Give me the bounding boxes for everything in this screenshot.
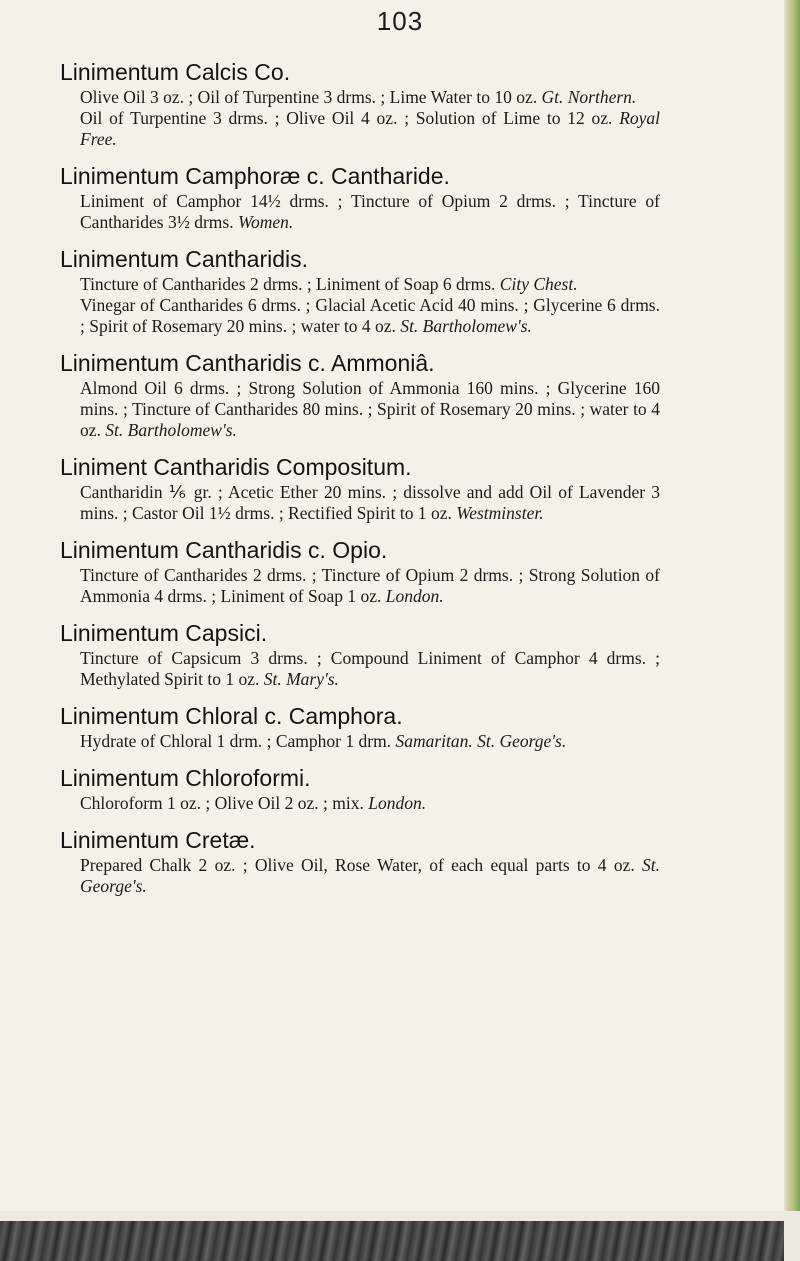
formula-paragraph xyxy=(80,793,660,814)
entry-title: Linimentum Cantharidis. xyxy=(60,246,309,272)
entry-title: Linimentum Capsici. xyxy=(60,620,268,646)
page-number: 103 xyxy=(376,6,424,36)
formula-paragraph xyxy=(80,108,660,150)
formula-text: Tincture of Capsicum 3 drms. ; Compound Liniment of Camphor 4 drms. ; Methylated Spirit to 1 oz. xyxy=(80,648,660,689)
formula-source: Women. xyxy=(237,212,294,232)
formula-source: St. Mary's. xyxy=(263,669,339,689)
formula-paragraph xyxy=(80,648,660,690)
formula-paragraph xyxy=(80,731,660,752)
entry-cantharidis-compositum xyxy=(60,453,660,524)
entry-title: Linimentum Chloroformi. xyxy=(60,765,311,791)
formula-paragraph xyxy=(80,565,660,607)
formula-source: Westminster. xyxy=(456,503,544,523)
entry-body xyxy=(60,855,660,897)
entry-body xyxy=(60,731,660,752)
entry-title: Linimentum Cretæ. xyxy=(60,827,256,853)
formula-paragraph xyxy=(80,191,660,233)
document-body xyxy=(60,58,660,909)
formula-text: Prepared Chalk 2 oz. ; Olive Oil, Rose Water, of each equal parts to 4 oz. xyxy=(80,855,635,875)
formula-text: Tincture of Cantharides 2 drms. ; Tincture of Opium 2 drms. ; Strong Solution of Ammonia 4 drms. ; Liniment of Soap 1 oz. xyxy=(80,565,660,606)
entry-cantharidis-opio xyxy=(60,536,660,607)
formula-source: Samaritan. St. George's. xyxy=(395,731,567,751)
scan-edge xyxy=(0,1211,800,1261)
entry-capsici xyxy=(60,619,660,690)
formula-source: St. Bartholomew's. xyxy=(105,420,237,440)
entry-body xyxy=(60,482,660,524)
entry-cantharidis xyxy=(60,245,660,337)
entry-title: Liniment Cantharidis Compositum. xyxy=(60,454,412,480)
entry-body xyxy=(60,274,660,337)
entry-title: Linimentum Cantharidis c. Opio. xyxy=(60,537,388,563)
formula-paragraph xyxy=(80,274,660,295)
scan-shadow xyxy=(0,1221,784,1261)
formula-source: St. Bartholomew's. xyxy=(400,316,532,336)
formula-text: Vinegar of Cantharides 6 drms. ; Glacial Acetic Acid 40 mins. ; Glycerine 6 drms. ; Spirit of Rosemary 20 mins. ; water to 4 oz. xyxy=(80,295,660,336)
formula-source: City Chest. xyxy=(499,274,578,294)
formula-text: Hydrate of Chloral 1 drm. ; Camphor 1 drm. xyxy=(80,731,392,751)
formula-text: Liniment of Camphor 14½ drms. ; Tincture of Opium 2 drms. ; Tincture of Cantharides 3½ drms. xyxy=(80,191,660,232)
formula-paragraph xyxy=(80,87,660,108)
entry-title: Linimentum Chloral c. Camphora. xyxy=(60,703,403,729)
formula-text: Cantharidin ⅙ gr. ; Acetic Ether 20 mins. ; dissolve and add Oil of Lavender 3 mins. ; Castor Oil 1½ drms. ; Rectified Spirit to 1 oz. xyxy=(80,482,660,523)
entry-body xyxy=(60,87,660,150)
entry-title: Linimentum Camphoræ c. Cantharide. xyxy=(60,163,450,189)
entry-chloral xyxy=(60,702,660,752)
entry-title: Linimentum Cantharidis c. Ammoniâ. xyxy=(60,350,435,376)
formula-text: Tincture of Cantharides 2 drms. ; Liniment of Soap 6 drms. xyxy=(80,274,496,294)
formula-source: London. xyxy=(385,586,444,606)
formula-paragraph xyxy=(80,378,660,441)
entry-title: Linimentum Calcis Co. xyxy=(60,59,291,85)
page-edge xyxy=(784,0,800,1261)
entry-cantharidis-ammonia xyxy=(60,349,660,441)
formula-source: Royal Free. xyxy=(80,108,661,149)
entry-chloroformi xyxy=(60,764,660,814)
entry-cretae xyxy=(60,826,660,897)
formula-text: Chloroform 1 oz. ; Olive Oil 2 oz. ; mix. xyxy=(80,793,364,813)
formula-text: Almond Oil 6 drms. ; Strong Solution of Ammonia 160 mins. ; Glycerine 160 mins. ; Tincture of Cantharides 80 mins. ; Spirit of Rosemary 20 mins. ; water to 4 oz. xyxy=(80,378,660,440)
entry-body xyxy=(60,565,660,607)
formula-paragraph xyxy=(80,855,660,897)
formula-source: Gt. Northern. xyxy=(541,87,637,107)
entry-body xyxy=(60,191,660,233)
formula-text: Oil of Turpentine 3 drms. ; Olive Oil 4 oz. ; Solution of Lime to 12 oz. xyxy=(80,108,613,128)
entry-camphorae xyxy=(60,162,660,233)
entry-body xyxy=(60,378,660,441)
formula-source: London. xyxy=(368,793,427,813)
formula-paragraph xyxy=(80,482,660,524)
formula-text: Olive Oil 3 oz. ; Oil of Turpentine 3 drms. ; Lime Water to 10 oz. xyxy=(80,87,538,107)
formula-source: St. George's. xyxy=(80,855,661,896)
entry-body xyxy=(60,793,660,814)
entry-calcis xyxy=(60,58,660,150)
entry-body xyxy=(60,648,660,690)
formula-paragraph xyxy=(80,295,660,337)
